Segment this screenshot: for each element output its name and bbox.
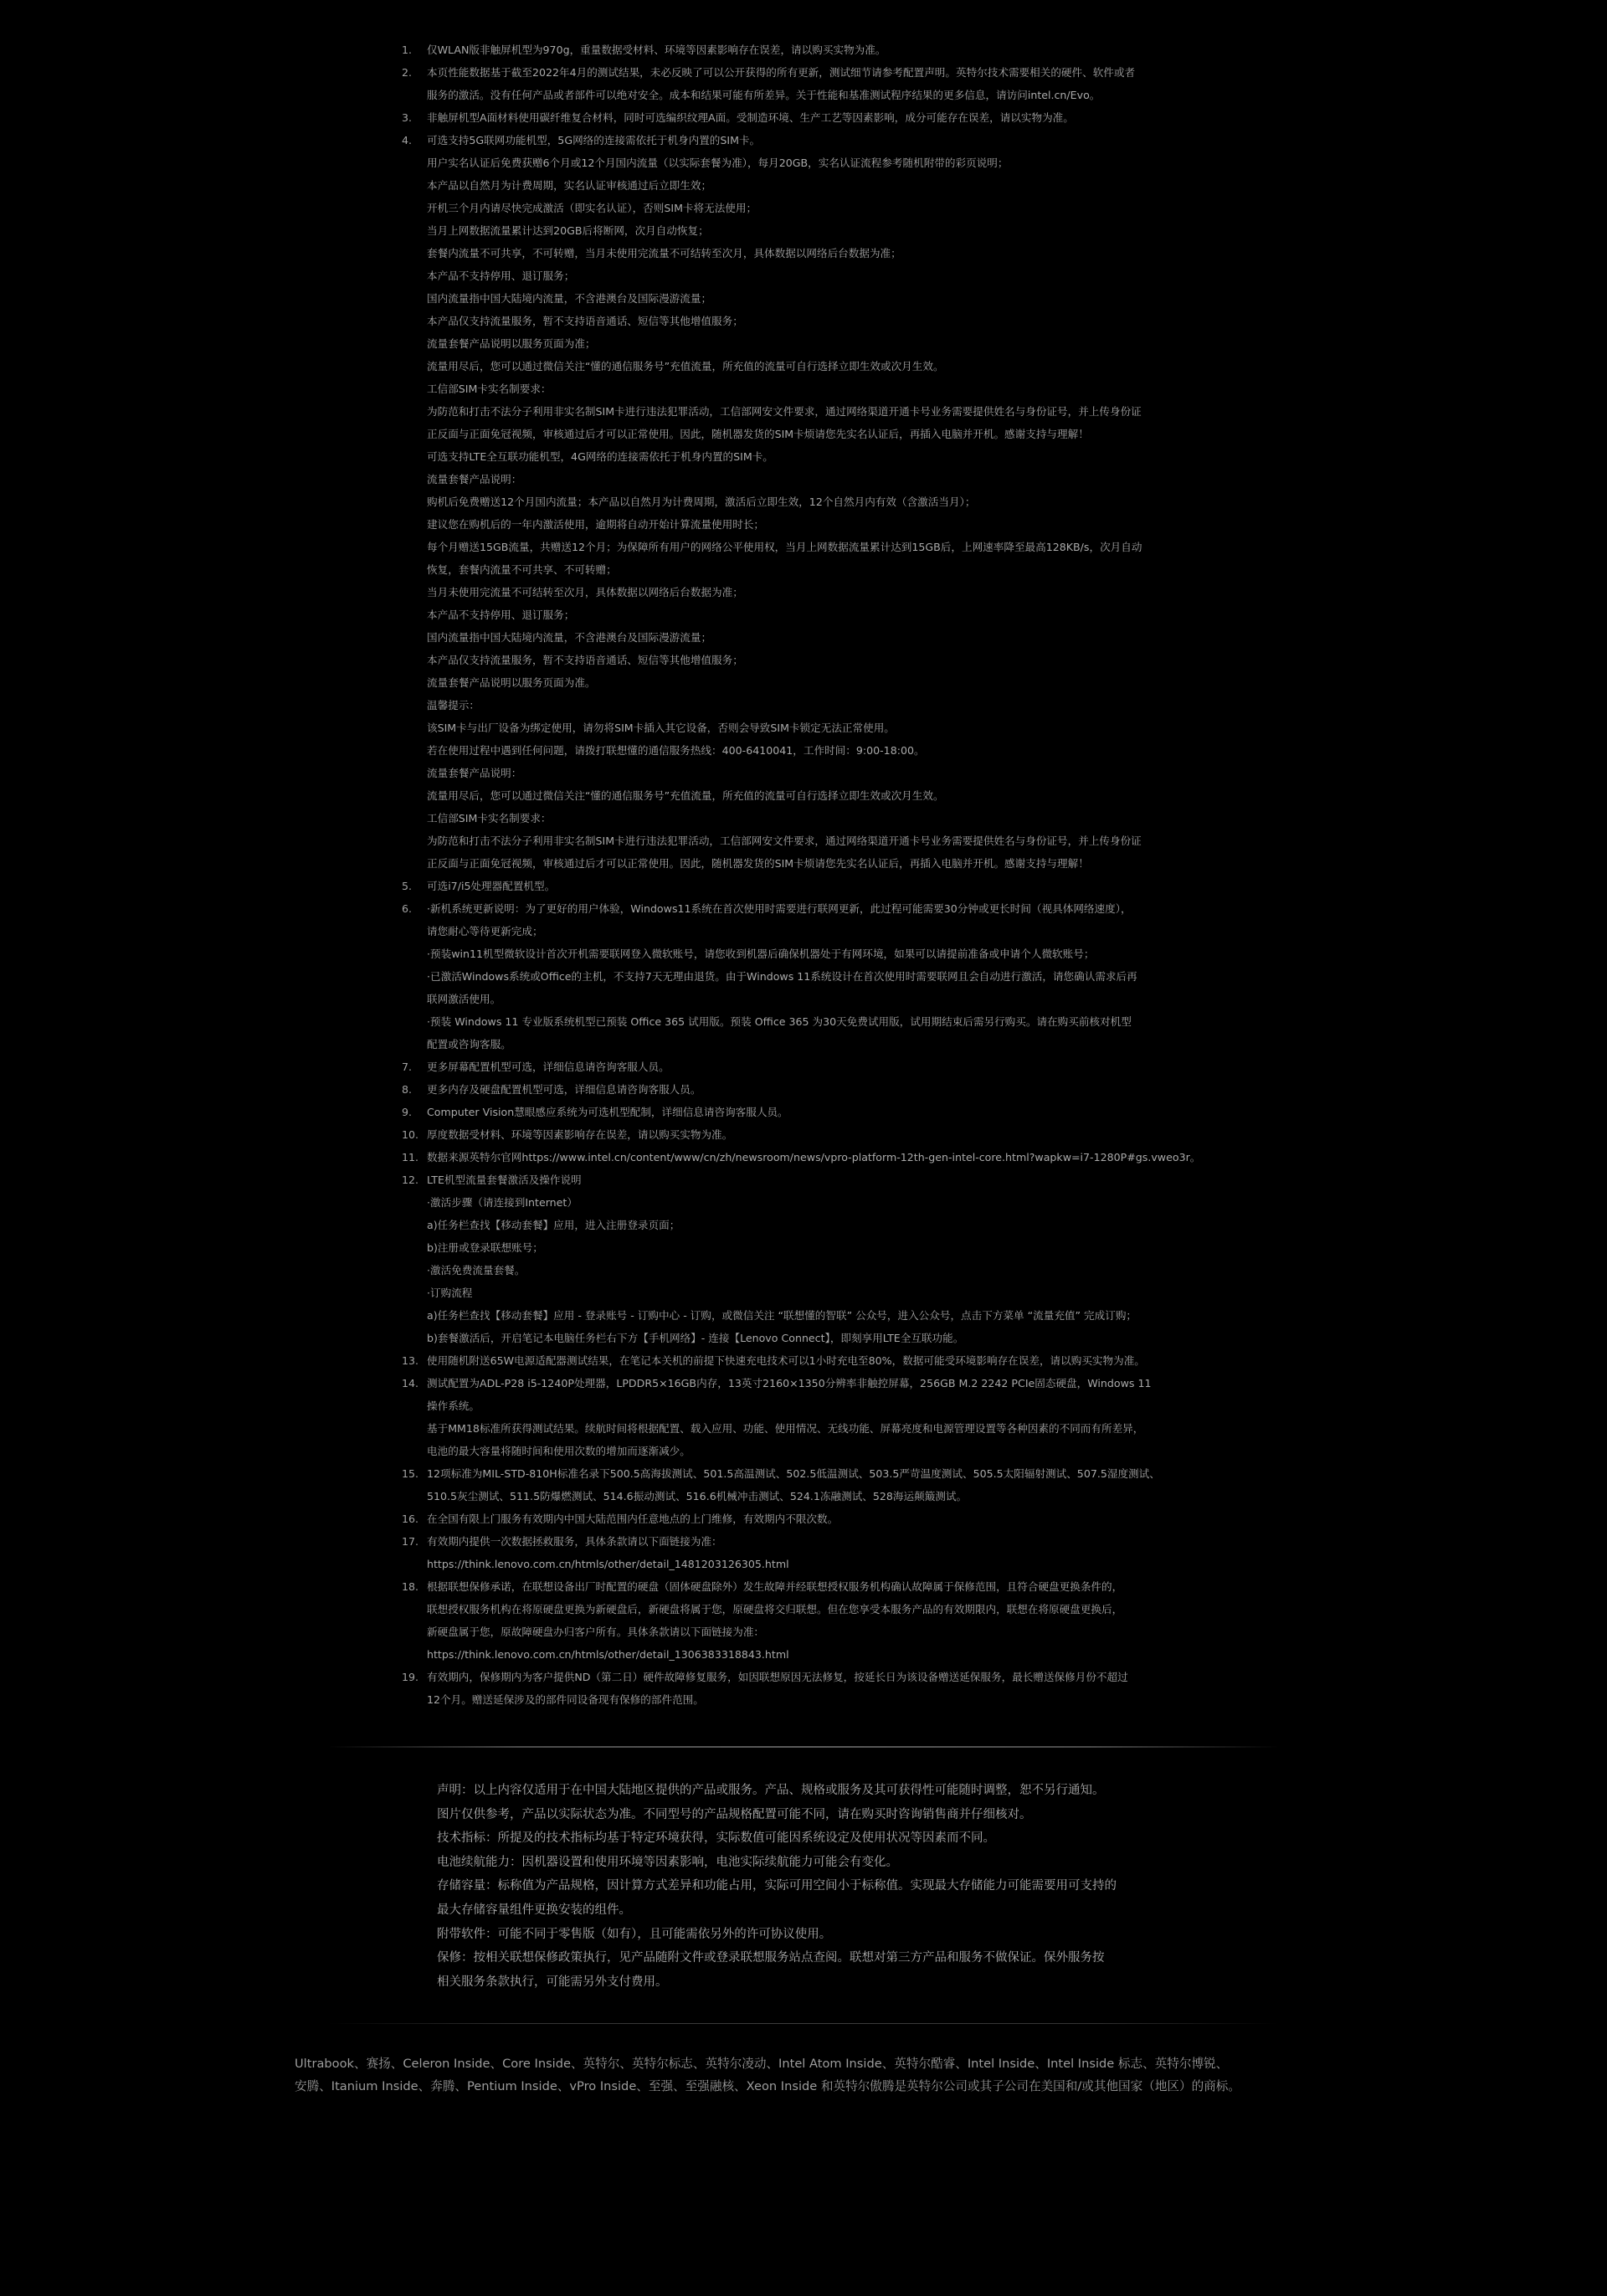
disclaimer-line: 电池续航能力：因机器设置和使用环境等因素影响，电池实际续航能力可能会有变化。 bbox=[437, 1855, 898, 1869]
footnote-text-line: 可选i7/i5处理器配置机型。 bbox=[427, 880, 556, 892]
footnote-text-line: 套餐内流量不可共享，不可转赠，当月未使用完流量不可结转至次月，具体数据以网络后台数据为准； bbox=[427, 247, 901, 259]
footnote-item bbox=[402, 129, 1230, 875]
footnote-item bbox=[402, 1169, 1230, 1349]
footnote-text-line: 建议您在购机后的一年内激活使用，逾期将自动开始计算流量使用时长； bbox=[427, 518, 764, 531]
disclaimer-line: 存储容量：标称值为产品规格，因计算方式差异和功能占用，实际可用空间小于标称值。实现最大存储能力可能需要用可支持的 bbox=[437, 1879, 1117, 1893]
footnotes-list bbox=[402, 39, 1230, 1711]
footnote-text-line: 本产品不支持停用、退订服务； bbox=[427, 609, 575, 621]
footnote-text-line: 服务的激活。没有任何产品或者部件可以绝对安全。成本和结果可能有所差异。关于性能和基准测试程序结果的更多信息，请访问intel.cn/Evo。 bbox=[427, 89, 1101, 101]
footnote-text-line: 12个月。赠送延保涉及的部件同设备现有保修的部件范围。 bbox=[427, 1693, 704, 1706]
footnote-item bbox=[402, 1666, 1230, 1711]
footnote-text-line: 本产品不支持停用、退订服务； bbox=[427, 270, 575, 282]
footnote-text-line: 流量用尽后，您可以通过微信关注“懂的通信服务号”充值流量，所充值的流量可自行选择立即生效或次月生效。 bbox=[427, 789, 944, 802]
footnote-item bbox=[402, 1349, 1230, 1372]
disclaimer-line: 图片仅供参考，产品以实际状态为准。不同型号的产品规格配置可能不同，请在购买时咨询销售商并仔细核对。 bbox=[437, 1807, 1032, 1821]
footnote-text-line: 本产品仅支持流量服务，暂不支持语音通话、短信等其他增值服务； bbox=[427, 315, 743, 327]
disclaimer-line: 保修：按相关联想保修政策执行，见产品随附文件或登录联想服务站点查阅。联想对第三方产品和服务不做保证。保外服务按 bbox=[437, 1951, 1105, 1965]
footnote-text-line: 基于MM18标准所获得测试结果。续航时间将根据配置、载入应用、功能、使用情况、无线功能、屏幕亮度和电源管理设置等各种因素的不同而有所差异， bbox=[427, 1422, 1144, 1435]
section-divider bbox=[328, 1746, 1279, 1748]
footnote-text-line: 流量套餐产品说明： bbox=[427, 473, 522, 485]
footnote-item bbox=[402, 1101, 1230, 1123]
footnote-text-line: 配置或咨询客服。 bbox=[427, 1038, 511, 1050]
footnote-number: 9. bbox=[402, 1106, 413, 1118]
footnote-item bbox=[402, 1123, 1230, 1146]
footnote-number: 7. bbox=[402, 1061, 413, 1073]
footnote-text-line: 新硬盘属于您，原故障硬盘办归客户所有。具体条款请以下面链接为准： bbox=[427, 1626, 764, 1638]
footnote-number: 13. bbox=[402, 1354, 419, 1367]
section-divider bbox=[328, 2023, 1279, 2024]
disclaimer-block bbox=[437, 1779, 1190, 1994]
footnote-text-line: 为防范和打击不法分子利用非实名制SIM卡进行违法犯罪活动，工信部网安文件要求，通过网络渠道开通卡号业务需要提供姓名与身份证号，并上传身份证 bbox=[427, 835, 1142, 847]
footnote-item bbox=[402, 1508, 1230, 1530]
footnote-text-line: https://think.lenovo.com.cn/htmls/other/detail_1481203126305.html bbox=[427, 1558, 789, 1570]
footnote-number: 2. bbox=[402, 66, 413, 79]
footnote-text-line: 国内流量指中国大陆境内流量，不含港澳台及国际漫游流量； bbox=[427, 631, 712, 644]
footnote-text-line: 更多屏幕配置机型可选，详细信息请咨询客服人员。 bbox=[427, 1061, 670, 1073]
footnote-text-line: 用户实名认证后免费获赠6个月或12个月国内流量（以实际套餐为准），每月20GB，实名认证流程参考随机附带的彩页说明； bbox=[427, 157, 1009, 169]
disclaimer-line: 声明：以上内容仅适用于在中国大陆地区提供的产品或服务。产品、规格或服务及其可获得性可能随时调整，恕不另行通知。 bbox=[437, 1784, 1105, 1797]
footnote-text-line: Computer Vision慧眼感应系统为可选机型配制，详细信息请咨询客服人员。 bbox=[427, 1106, 788, 1118]
footnote-text-line: 电池的最大容量将随时间和使用次数的增加而逐渐减少。 bbox=[427, 1445, 691, 1457]
footnote-text-line: 正反面与正面免冠视频，审核通过后才可以正常使用。因此，随机器发货的SIM卡烦请您先实名认证后，再插入电脑并开机。感谢支持与理解！ bbox=[427, 857, 1089, 870]
footnote-text-line: ·已激活Windows系统或Office的主机，不支持7天无理由退货。由于Windows 11系统设计在首次使用时需要联网且会自动进行激活，请您确认需求后再 bbox=[427, 970, 1137, 983]
footnote-text-line: 恢复，套餐内流量不可共享、不可转赠； bbox=[427, 563, 617, 576]
footnote-number: 6. bbox=[402, 902, 413, 915]
footnote-text-line: 操作系统。 bbox=[427, 1400, 480, 1412]
footnote-text-line: 本页性能数据基于截至2022年4月的测试结果，未必反映了可以公开获得的所有更新，测试细节请参考配置声明。英特尔技术需要相关的硬件、软件或者 bbox=[427, 66, 1136, 79]
footnote-text-line: 国内流量指中国大陆境内流量，不含港澳台及国际漫游流量； bbox=[427, 292, 712, 305]
footnote-number: 8. bbox=[402, 1083, 413, 1096]
footnote-number: 14. bbox=[402, 1377, 419, 1389]
footnote-item bbox=[402, 61, 1230, 106]
footnote-text-line: 当月上网数据流量累计达到20GB后将断网，次月自动恢复； bbox=[427, 224, 709, 237]
footnote-number: 10. bbox=[402, 1128, 419, 1141]
footnote-item bbox=[402, 1372, 1230, 1462]
footnote-item bbox=[402, 1078, 1230, 1101]
footnote-text-line: ·预装win11机型微软设计首次开机需要联网登入微软账号，请您收到机器后确保机器处于有网环境，如果可以请提前准备或申请个人微软账号； bbox=[427, 948, 1095, 960]
footnote-text-line: https://think.lenovo.com.cn/htmls/other/detail_1306383318843.html bbox=[427, 1648, 789, 1661]
footnote-text-line: 本产品仅支持流量服务，暂不支持语音通话、短信等其他增值服务； bbox=[427, 654, 743, 666]
footnote-text-line: 510.5灰尘测试、511.5防爆燃测试、514.6振动测试、516.6机械冲击测试、524.1冻融测试、528海运颠簸测试。 bbox=[427, 1490, 968, 1502]
footnote-text-line: 联想授权服务机构在将原硬盘更换为新硬盘后，新硬盘将属于您，原硬盘将交归联想。但在您享受本服务产品的有效期限内，联想在将原硬盘更换后， bbox=[427, 1603, 1123, 1615]
disclaimer-line: 相关服务条款执行，可能需另外支付费用。 bbox=[437, 1975, 668, 1989]
footnote-text-line: a)任务栏查找【移动套餐】应用 - 登录账号 - 订购中心 - 订购，或微信关注 “联想懂的智联” 公众号，进入公众号，点击下方菜单 “流量充值” 完成订购； bbox=[427, 1309, 1137, 1322]
footnote-item bbox=[402, 875, 1230, 897]
footnote-text-line: b)注册或登录联想账号； bbox=[427, 1241, 543, 1254]
footnote-text-line: 温馨提示： bbox=[427, 699, 480, 711]
footnote-text-line: b)套餐激活后，开启笔记本电脑任务栏右下方【手机网络】- 连接【Lenovo Connect】，即刻享用LTE全互联功能。 bbox=[427, 1332, 964, 1344]
footnote-text-line: 联网激活使用。 bbox=[427, 993, 501, 1005]
footnote-text-line: 若在使用过程中遇到任何问题，请拨打联想懂的通信服务热线：400-6410041，工作时间：9:00-18:00。 bbox=[427, 744, 925, 757]
footnote-text-line: 工信部SIM卡实名制要求： bbox=[427, 383, 552, 395]
footnote-item bbox=[402, 1575, 1230, 1666]
footnote-text-line: 流量用尽后，您可以通过微信关注“懂的通信服务号”充值流量，所充值的流量可自行选择立即生效或次月生效。 bbox=[427, 360, 944, 372]
footnote-text-line: 请您耐心等待更新完成； bbox=[427, 925, 543, 937]
footnote-item bbox=[402, 106, 1230, 129]
footnote-text-line: ·新机系统更新说明：为了更好的用户体验，Windows11系统在首次使用时需要进行联网更新，此过程可能需要30分钟或更长时间（视具体网络速度）， bbox=[427, 902, 1132, 915]
footnote-text-line: 非触屏机型A面材料使用碳纤维复合材料，同时可选编织纹理A面。受制造环境、生产工艺等因素影响，成分可能存在误差，请以实物为准。 bbox=[427, 111, 1074, 124]
disclaimer-line: 最大存储容量组件更换安装的组件。 bbox=[437, 1903, 631, 1917]
trademark-line: 安腾、Itanium Inside、奔腾、Pentium Inside、vPro Inside、至强、至强融核、Xeon Inside 和英特尔傲腾是英特尔公司或其子公司在美国和/或其他国家（地区）的商标。 bbox=[295, 2079, 1240, 2093]
footnote-item bbox=[402, 897, 1230, 1056]
footnote-number: 3. bbox=[402, 111, 413, 124]
footnote-number: 16. bbox=[402, 1513, 419, 1525]
footnote-text-line: 在全国有限上门服务有效期内中国大陆范围内任意地点的上门维修，有效期内不限次数。 bbox=[427, 1513, 839, 1525]
disclaimer-line: 技术指标：所提及的技术指标均基于特定环境获得，实际数值可能因系统设定及使用状况等因素而不同。 bbox=[437, 1831, 995, 1846]
footnote-text-line: ·激活免费流量套餐。 bbox=[427, 1264, 526, 1276]
footnote-text-line: 更多内存及硬盘配置机型可选，详细信息请咨询客服人员。 bbox=[427, 1083, 701, 1096]
footnote-text-line: 有效期内提供一次数据拯救服务，具体条款请以下面链接为准： bbox=[427, 1535, 722, 1548]
footnote-text-line: a)任务栏查找【移动套餐】应用，进入注册登录页面； bbox=[427, 1219, 680, 1231]
footnote-text-line: 使用随机附送65W电源适配器测试结果，在笔记本关机的前提下快速充电技术可以1小时充电至80%，数据可能受环境影响存在误差，请以购买实物为准。 bbox=[427, 1354, 1145, 1367]
footnote-text-line: 仅WLAN版非触屏机型为970g，重量数据受材料、环境等因素影响存在误差，请以购买实物为准。 bbox=[427, 44, 886, 56]
footnote-item bbox=[402, 1146, 1230, 1169]
footnote-text-line: ·订购流程 bbox=[427, 1287, 473, 1299]
footnote-text-line: 12项标准为MIL-STD-810H标准名录下500.5高海拔测试、501.5高温测试、502.5低温测试、503.5严苛温度测试、505.5太阳辐射测试、507.5湿度测试、 bbox=[427, 1467, 1160, 1480]
footnote-text-line: 数据来源英特尔官网https://www.intel.cn/content/www/cn/zh/newsroom/news/vpro-platform-12th-gen-intel-core.html?wapkw=i7-1280P#gs.vweo3r。 bbox=[427, 1151, 1201, 1163]
footnote-number: 17. bbox=[402, 1535, 419, 1548]
footnote-text-line: 正反面与正面免冠视频，审核通过后才可以正常使用。因此，随机器发货的SIM卡烦请您先实名认证后，再插入电脑并开机。感谢支持与理解！ bbox=[427, 428, 1089, 440]
footnote-text-line: 测试配置为ADL-P28 i5-1240P处理器，LPDDR5×16GB内存，13英寸2160×1350分辨率非触控屏幕，256GB M.2 2242 PCIe固态硬盘，Windows 11 bbox=[427, 1377, 1152, 1389]
footnote-item bbox=[402, 39, 1230, 61]
footnote-text-line: ·激活步骤（请连接到Internet） bbox=[427, 1196, 578, 1209]
footnote-number: 18. bbox=[402, 1580, 419, 1593]
footnote-text-line: 购机后免费赠送12个月国内流量；本产品以自然月为计费周期，激活后立即生效，12个自然月内有效（含激活当月）； bbox=[427, 496, 976, 508]
trademark-line: Ultrabook、赛扬、Celeron Inside、Core Inside、英特尔、英特尔标志、英特尔凌动、Intel Atom Inside、英特尔酷睿、Intel Inside、Intel Inside 标志、英特尔博锐、 bbox=[295, 2057, 1229, 2071]
footnote-number: 19. bbox=[402, 1671, 419, 1683]
trademark-notice bbox=[295, 2052, 1312, 2098]
footnote-text-line: 每个月赠送15GB流量，共赠送12个月；为保障所有用户的网络公平使用权，当月上网数据流量累计达到15GB后，上网速率降至最高128KB/s，次月自动 bbox=[427, 541, 1142, 553]
footnote-text-line: 开机三个月内请尽快完成激活（即实名认证），否则SIM卡将无法使用； bbox=[427, 202, 757, 214]
footnote-text-line: 工信部SIM卡实名制要求： bbox=[427, 812, 552, 824]
footnote-text-line: ·预装 Windows 11 专业版系统机型已预装 Office 365 试用版。预装 Office 365 为30天免费试用版，试用期结束后需另行购买。请在购买前核对机型 bbox=[427, 1015, 1132, 1028]
footnote-text-line: 该SIM卡与出厂设备为绑定使用，请勿将SIM卡插入其它设备，否则会导致SIM卡锁定无法正常使用。 bbox=[427, 722, 895, 734]
footnote-number: 1. bbox=[402, 44, 413, 56]
footnote-text-line: 流量套餐产品说明： bbox=[427, 767, 522, 779]
footnote-number: 12. bbox=[402, 1174, 419, 1186]
footnote-text-line: 本产品以自然月为计费周期，实名认证审核通过后立即生效； bbox=[427, 179, 712, 192]
footnote-text-line: LTE机型流量套餐激活及操作说明 bbox=[427, 1174, 582, 1186]
disclaimer-line: 附带软件：可能不同于零售版（如有），且可能需依另外的许可协议使用。 bbox=[437, 1927, 832, 1941]
footnote-text-line: 为防范和打击不法分子利用非实名制SIM卡进行违法犯罪活动，工信部网安文件要求，通过网络渠道开通卡号业务需要提供姓名与身份证号，并上传身份证 bbox=[427, 405, 1142, 418]
footnote-number: 4. bbox=[402, 134, 413, 146]
footnote-text-line: 可选支持5G联网功能机型，5G网络的连接需依托于机身内置的SIM卡。 bbox=[427, 134, 761, 146]
footnote-text-line: 有效期内，保修期内为客户提供ND（第二日）硬件故障修复服务，如因联想原因无法修复，按延长日为该设备赠送延保服务，最长赠送保修月份不超过 bbox=[427, 1671, 1128, 1683]
footnote-number: 15. bbox=[402, 1467, 419, 1480]
footnote-text-line: 可选支持LTE全互联功能机型，4G网络的连接需依托于机身内置的SIM卡。 bbox=[427, 450, 773, 463]
footnote-item bbox=[402, 1056, 1230, 1078]
footnote-item bbox=[402, 1462, 1230, 1508]
footnote-text-line: 厚度数据受材料、环境等因素影响存在误差，请以购买实物为准。 bbox=[427, 1128, 733, 1141]
footnote-text-line: 根据联想保修承诺，在联想设备出厂时配置的硬盘（固体硬盘除外）发生故障并经联想授权服务机构确认故障属于保修范围，且符合硬盘更换条件的， bbox=[427, 1580, 1123, 1593]
footnote-text-line: 流量套餐产品说明以服务页面为准。 bbox=[427, 676, 596, 689]
footnote-number: 11. bbox=[402, 1151, 419, 1163]
footnote-number: 5. bbox=[402, 880, 413, 892]
footnote-text-line: 流量套餐产品说明以服务页面为准； bbox=[427, 337, 596, 350]
footnote-text-line: 当月未使用完流量不可结转至次月，具体数据以网络后台数据为准； bbox=[427, 586, 743, 598]
footnote-item bbox=[402, 1530, 1230, 1575]
